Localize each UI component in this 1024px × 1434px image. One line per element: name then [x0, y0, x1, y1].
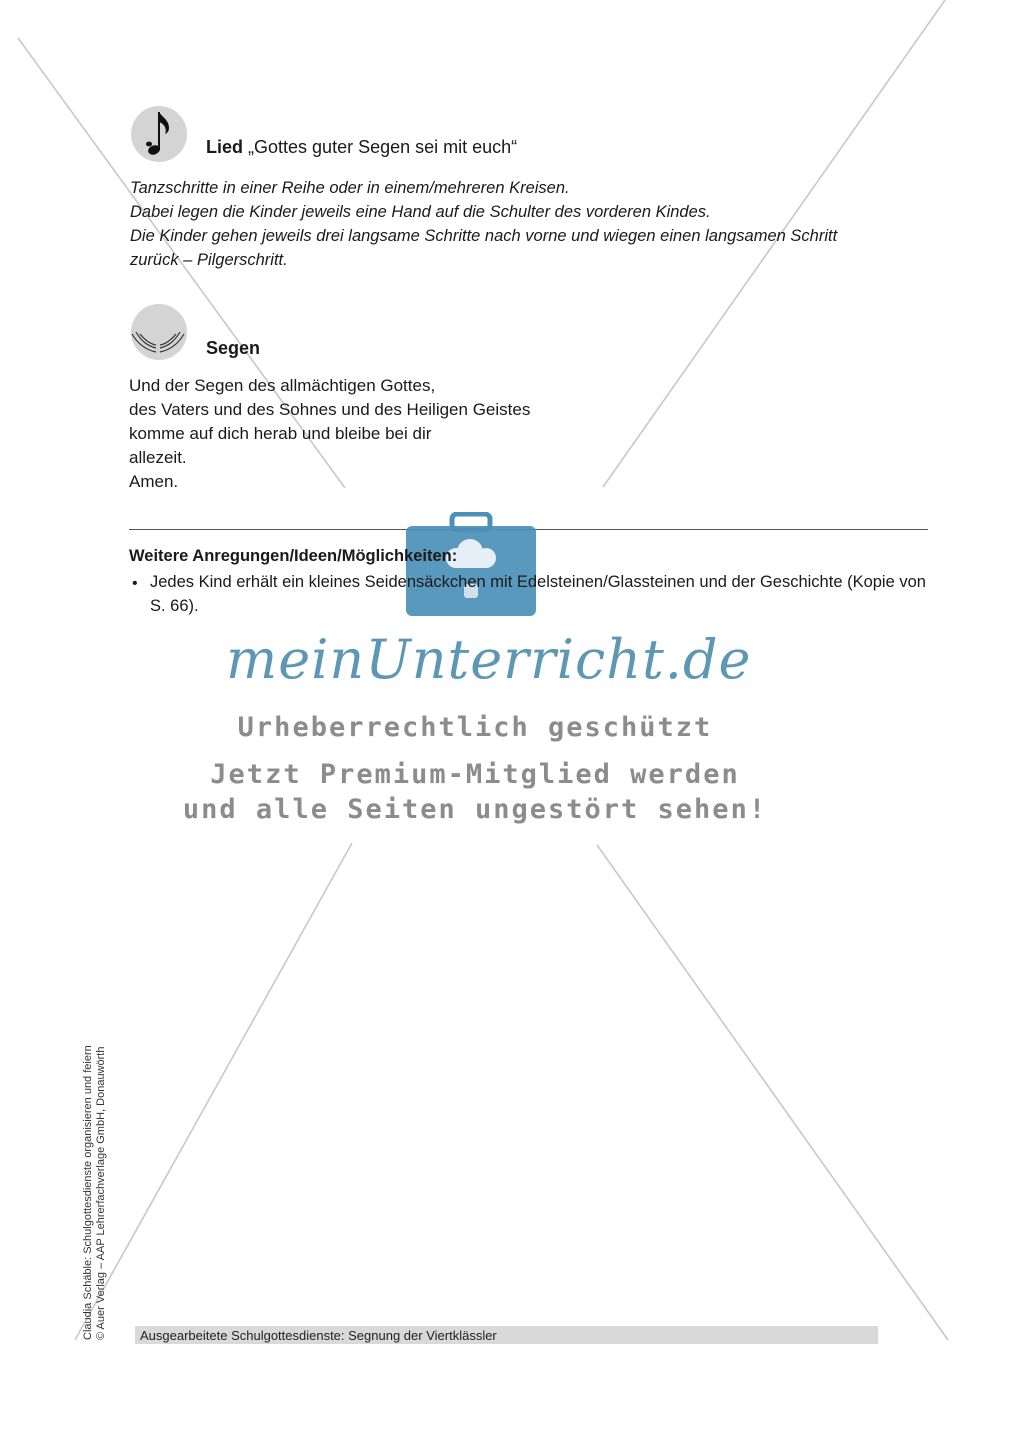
watermark-copyright: Urheberrechtlich geschützt [237, 712, 713, 743]
bullet-dot: • [132, 575, 138, 592]
watermark-logo: meinUnterricht.de [226, 628, 752, 691]
credit-line: © Auer Verlag – AAP Lehrerfachverlage GmbH, Donauwörth [95, 1046, 107, 1340]
instruction-line: zurück – Pilgerschritt. [130, 251, 288, 269]
blessing-text [129, 374, 530, 494]
instruction-line: Die Kinder gehen jeweils drei langsame Schritte nach vorne und wiegen einen langsamen Schritt [130, 227, 838, 245]
instruction-line: Tanzschritte in einer Reihe oder in einem/mehreren Kreisen. [130, 179, 570, 197]
blessing-icon-circle [131, 304, 187, 360]
song-heading [206, 137, 517, 158]
watermark-premium-line1: Jetzt Premium-Mitglied werden [210, 759, 740, 790]
instruction-line: Dabei legen die Kinder jeweils eine Hand auf die Schulter des vorderen Kindes. [130, 203, 711, 221]
blessing-line: des Vaters und des Sohnes und des Heiligen Geistes [129, 400, 531, 419]
blessing-line: Und der Segen des allmächtigen Gottes, [129, 376, 436, 395]
music-note-icon-circle [131, 106, 187, 162]
ideas-heading: Weitere Anregungen/Ideen/Möglichkeiten: [129, 547, 458, 565]
blessing-line: komme auf dich herab und bleibe bei dir [129, 424, 432, 443]
praying-hands-icon [128, 304, 188, 364]
blessing-line: Amen. [129, 472, 179, 491]
footer-text: Ausgearbeitete Schulgottesdienste: Segnung der Viertklässler [140, 1328, 497, 1343]
song-instructions [130, 176, 950, 272]
watermark-premium-line2: und alle Seiten ungestört sehen! [182, 794, 768, 825]
blessing-heading [206, 338, 260, 359]
blessing-label: Segen [206, 338, 261, 358]
credit-line: Claudia Schäble: Schulgottesdienste organisieren und feiern [82, 1045, 94, 1340]
credit-sidebar [82, 1045, 108, 1340]
ideas-bullet: Jedes Kind erhält ein kleines Seidensäckchen mit Edelsteinen/Glassteinen und der Geschichte (Kopie von S. 66). [150, 573, 926, 615]
music-note-icon [131, 106, 187, 162]
song-title: „Gottes guter Segen sei mit euch“ [248, 137, 518, 157]
blessing-line: allezeit. [129, 448, 187, 467]
song-label: Lied [206, 137, 244, 157]
